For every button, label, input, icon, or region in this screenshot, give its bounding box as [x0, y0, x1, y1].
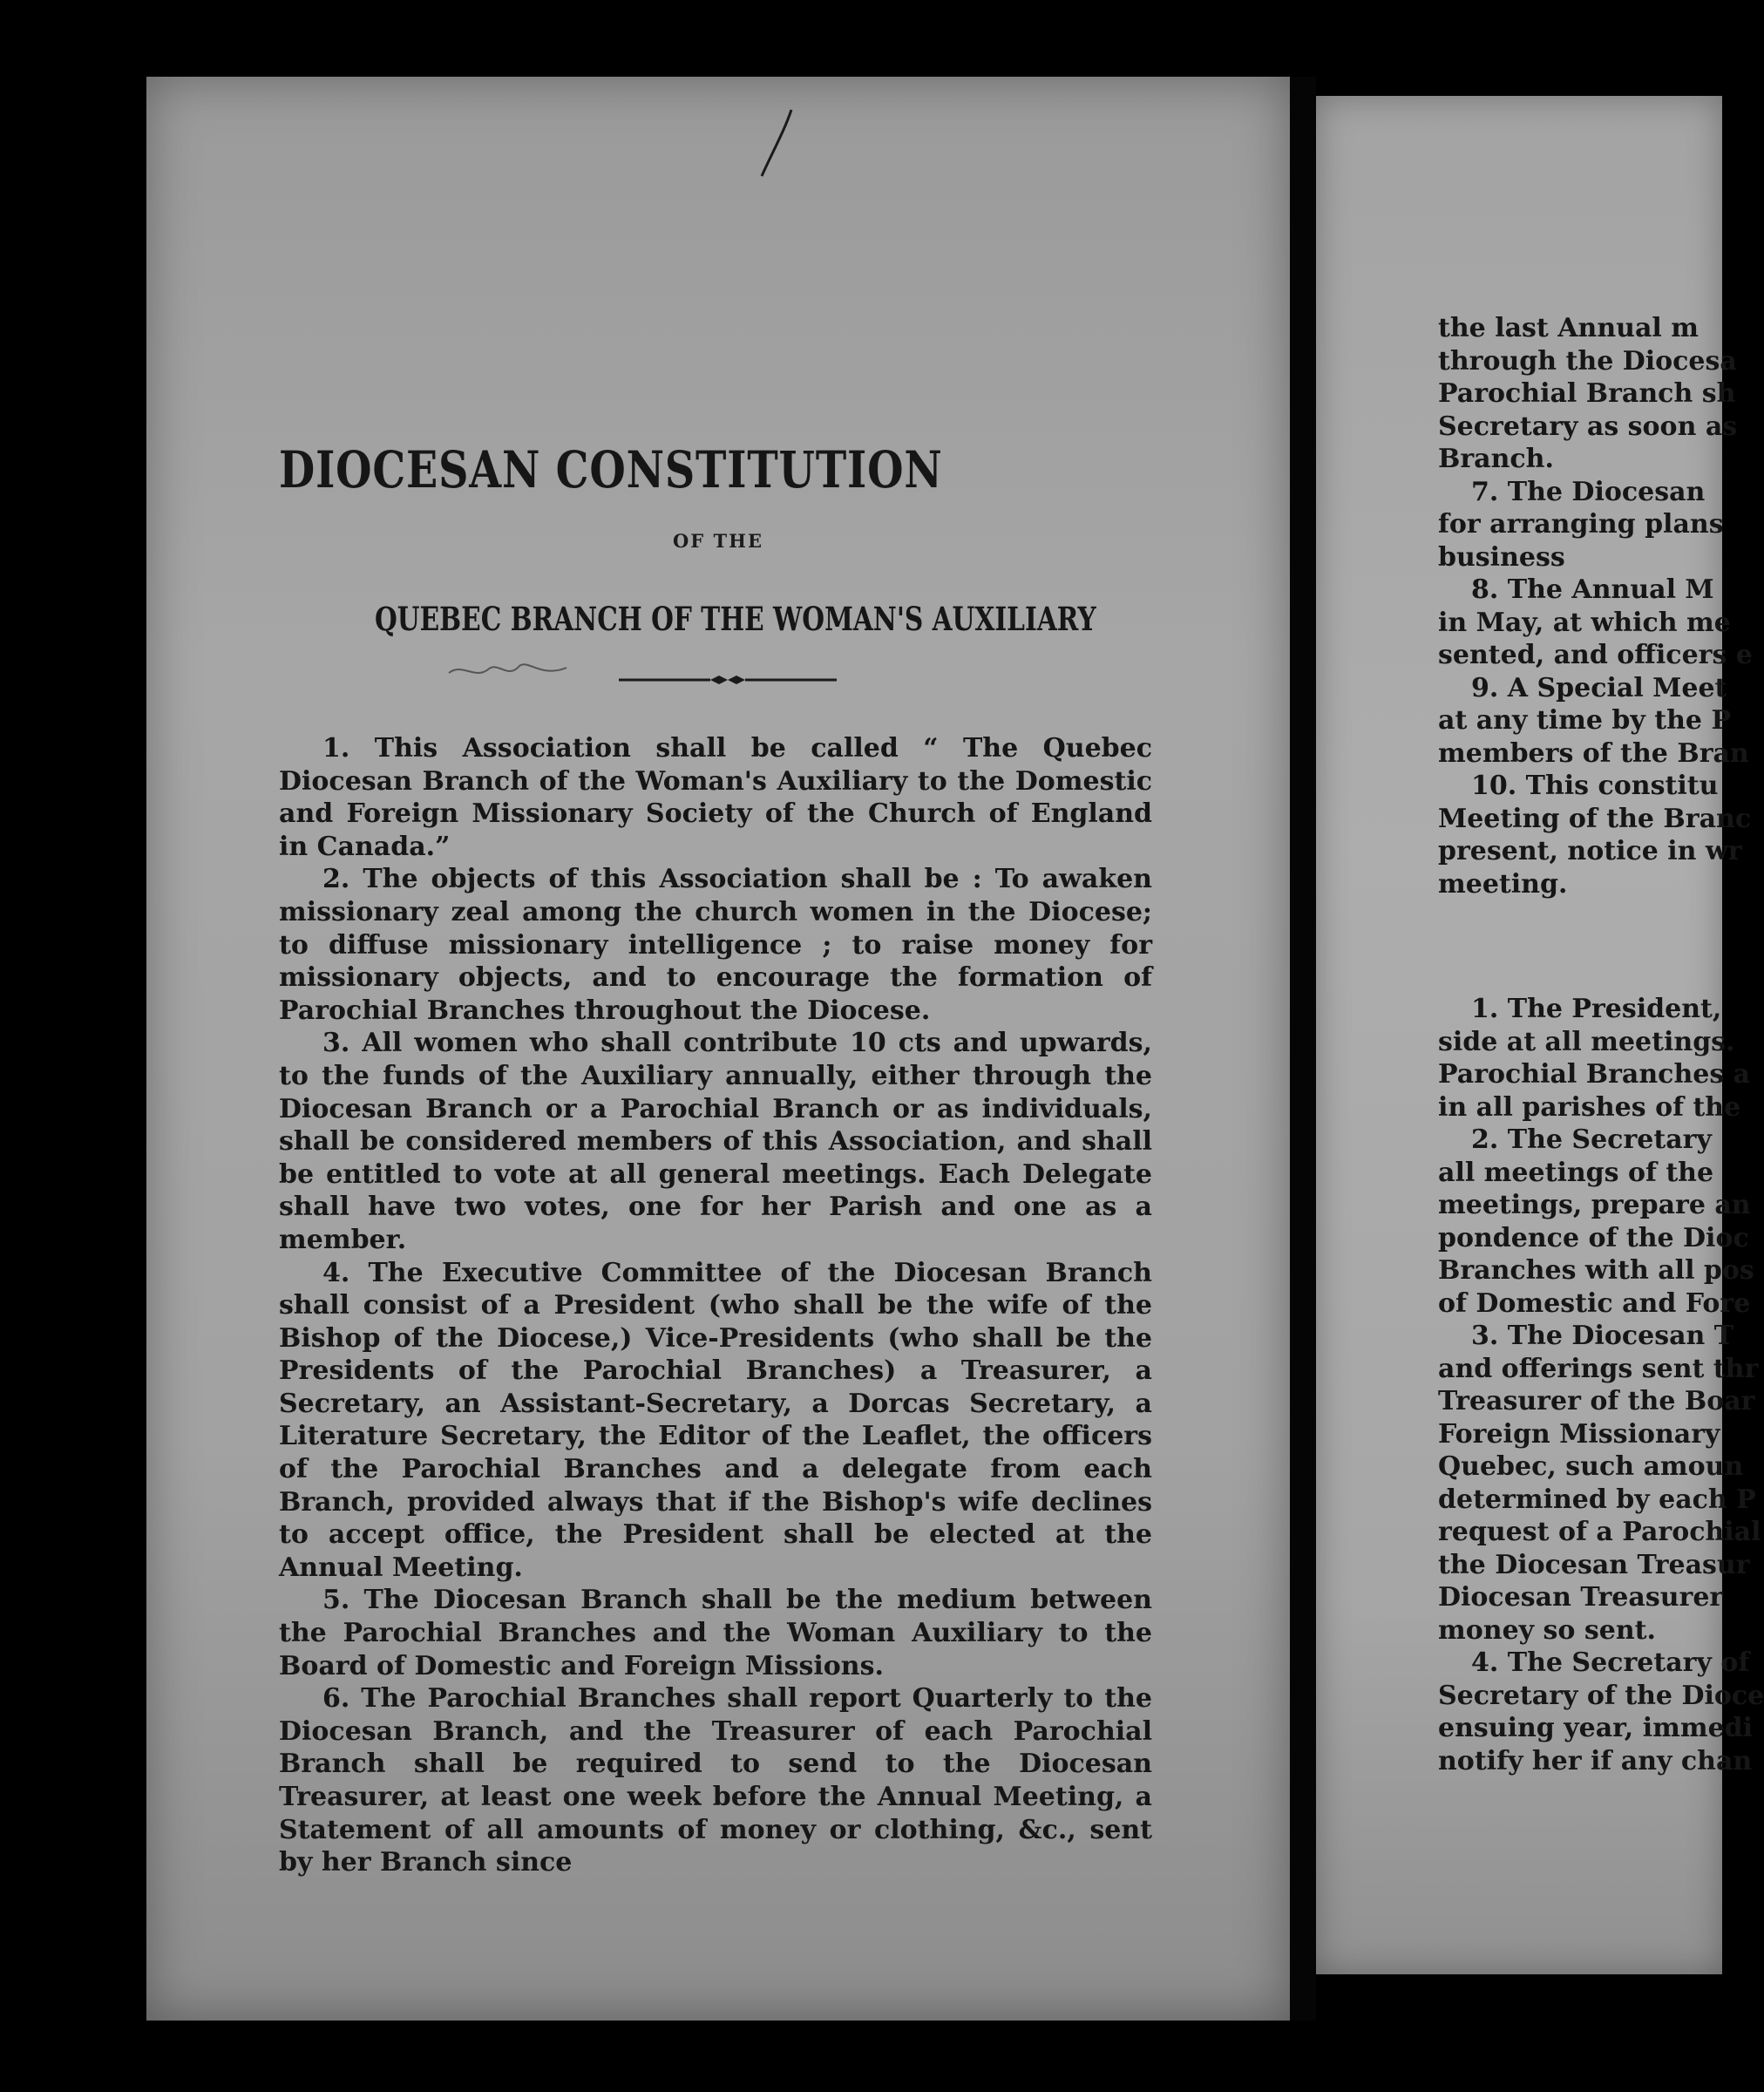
right-page-line: Meeting of the Branc — [1438, 803, 1752, 834]
right-page-line: ensuing year, immedi — [1438, 1713, 1754, 1743]
section-gap — [1438, 900, 1722, 993]
right-page-line: money so sent. — [1438, 1614, 1656, 1646]
right-page-line: 8. The Annual M — [1471, 574, 1714, 605]
constitution-body-right — [1438, 312, 1764, 1777]
right-page-line: Parochial Branch sh — [1438, 378, 1736, 409]
right-page-bottom-block — [1438, 993, 1764, 1777]
article-3: 3. All women who shall contribute 10 cts and upwards, to the funds of the Auxiliary annually, either through the Diocesan Branch or a Parochial Branch or as individuals, shall be considered members of this Association, and shall be entitled to vote at all general meetings. Each Delegate shall have two votes, one for her Parish and one as a member. — [279, 1028, 1152, 1255]
right-page-line: business — [1438, 541, 1565, 573]
right-page-line: through the Diocesa — [1438, 345, 1737, 377]
right-page-line: at any time by the P — [1438, 705, 1732, 736]
right-page-line: meetings, prepare an — [1438, 1190, 1751, 1220]
right-page-line: request of a Parochial — [1438, 1517, 1761, 1547]
right-page-line: in May, at which me — [1438, 607, 1731, 638]
right-page-line: members of the Bran — [1438, 737, 1749, 769]
right-page-line: side at all meetings. — [1438, 1026, 1735, 1057]
pen-stroke-mark — [750, 105, 802, 183]
right-page-line: 2. The Secretary — [1471, 1124, 1712, 1155]
right-page-line: and offerings sent thr — [1438, 1353, 1759, 1384]
right-page-line: present, notice in wr — [1438, 836, 1742, 866]
right-page-top-block — [1438, 312, 1753, 900]
page-gutter — [1290, 77, 1316, 2021]
right-page-line: 3. The Diocesan T — [1471, 1321, 1734, 1351]
right-page-line: Treasurer of the Boar — [1438, 1386, 1755, 1416]
right-page-line: notify her if any chan — [1438, 1745, 1753, 1776]
right-page-line: pondence of the Dioc — [1438, 1222, 1749, 1253]
right-page-line: meeting. — [1438, 868, 1568, 900]
right-page-line: all meetings of the — [1438, 1157, 1714, 1188]
right-page-line: 4. The Secretary of — [1471, 1647, 1750, 1678]
right-page-line: 1. The President, — [1471, 994, 1722, 1024]
right-page-line: determined by each P — [1438, 1484, 1756, 1515]
pencil-scribble-mark — [444, 654, 575, 689]
right-page-line: for arranging plans — [1438, 509, 1724, 540]
right-page-line: the Diocesan Treasur — [1438, 1549, 1750, 1580]
article-6: 6. The Parochial Branches shall report Quarterly to the Diocesan Branch, and the Treasurer of each Parochial Branch shall be required to send to the Diocesan Treasurer, at least one week before the Annual Meeting, a Statement of all amounts of money or clothing, &c., sent by her Branch since — [279, 1683, 1152, 1878]
document-subtitle: QUEBEC BRANCH OF THE WOMAN'S AUXILIARY — [375, 600, 1096, 638]
right-page-line: Secretary as soon as — [1438, 411, 1738, 442]
right-page-line: Quebec, such amoun — [1438, 1451, 1744, 1482]
document-title: DIOCESAN CONSTITUTION — [279, 440, 943, 499]
right-page-line: Branches with all pos — [1438, 1255, 1754, 1286]
article-4: 4. The Executive Committee of the Diocesan Branch shall consist of a President (who shall be the wife of the Bishop of the Diocese,) Vice-Presidents (who shall be the Presidents of the Parochial Branches) a Treasurer, a Secretary, an Assistant-Secretary, a Dorcas Secretary, a Literature Secretary, the Editor of the Leaflet, the officers of the Parochial Branches and a delegate from each Branch, provided always that if the Bishop's wife declines to accept office, the President shall be elected at the Annual Meeting. — [279, 1257, 1152, 1583]
right-page-line: Secretary of the Dioce — [1438, 1680, 1764, 1711]
article-1: 1. This Association shall be called “ The Quebec Diocesan Branch of the Woman's Auxiliary to the Domestic and Foreign Missionary Society of the Church of England in Canada.” — [279, 733, 1152, 862]
right-page-line: Parochial Branches a — [1438, 1059, 1751, 1090]
right-page-line: sented, and officers e — [1438, 640, 1753, 670]
constitution-body-left — [279, 732, 1152, 1879]
right-page-line: the last Annual m — [1438, 313, 1699, 343]
right-page-line: Branch. — [1438, 444, 1554, 474]
right-page-line: 10. This constitu — [1471, 771, 1719, 801]
right-page-line: in all parishes of the — [1438, 1091, 1741, 1123]
right-page-line: 9. A Special Meet — [1471, 672, 1727, 703]
article-5: 5. The Diocesan Branch shall be the medium between the Parochial Branches and the Woman Auxiliary to the Board of Domestic and Foreign Missions. — [279, 1585, 1152, 1681]
right-page-line: Foreign Missionary — [1438, 1418, 1720, 1450]
title-connector: OF THE — [673, 530, 763, 552]
article-2: 2. The objects of this Association shall be : To awaken missionary zeal among the church women in the Diocese; to diffuse missionary intelligence ; to raise money for missionary objects, and to encourage the formation of Parochial Branches throughout the Diocese. — [279, 864, 1152, 1026]
ornamental-rule — [619, 671, 837, 689]
right-page-line: Diocesan Treasurer — [1438, 1582, 1724, 1613]
right-page-line: 7. The Diocesan — [1471, 476, 1706, 507]
right-page-line: of Domestic and Fore — [1438, 1287, 1751, 1319]
